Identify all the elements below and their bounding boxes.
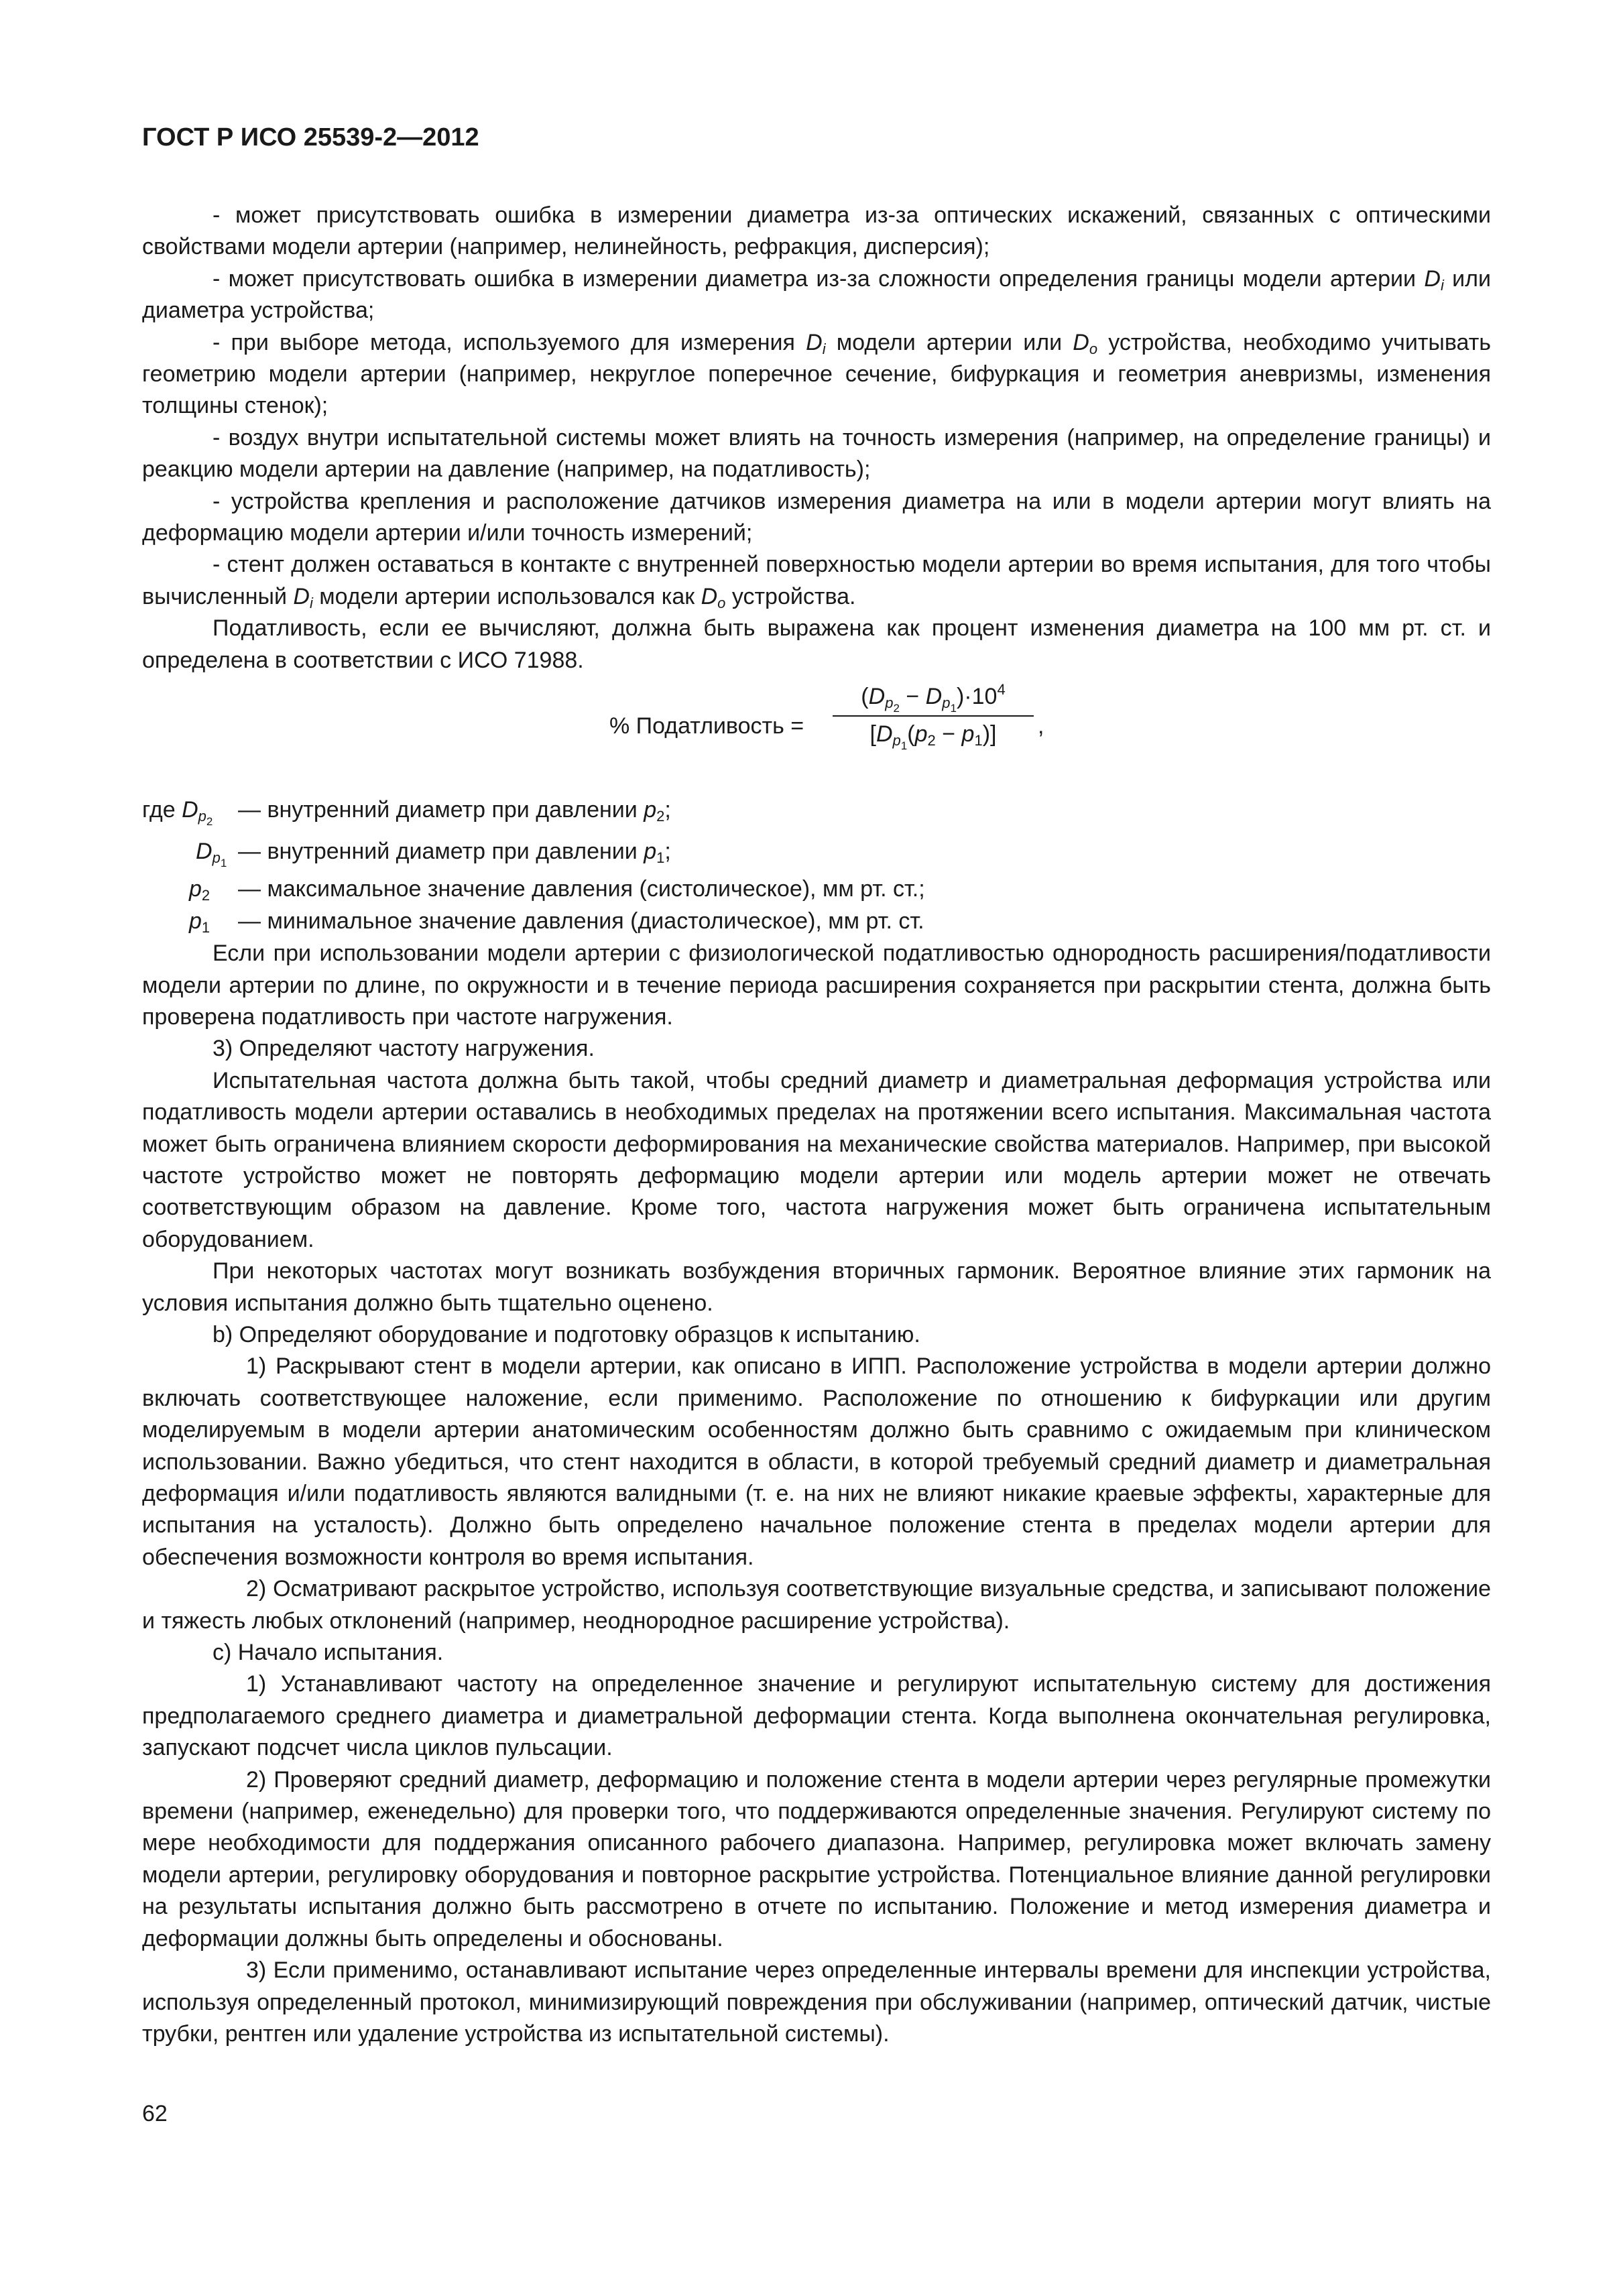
formula-definitions (142, 794, 1491, 938)
definition-row: $p_2$ — максимальное значение давления (систолическое), мм рт. ст.; (189, 876, 925, 904)
document-body (142, 200, 1491, 2050)
paragraph: 1) Устанавливают частоту на определенное значение и регулируют испытательную систему для достижения предполагаемого среднего диаметра и диаметральной деформации стента. Когда выполнена окончательная регулировка, запускают подсчет числа циклов пульсации. (142, 1671, 1491, 1761)
page-number: 62 (142, 2101, 168, 2126)
paragraph: - может присутствовать ошибка в измерении диаметра из-за оптических искажений, связанных с оптическими свойствами модели артерии (например, нелинейность, рефракция, дисперсия); (142, 202, 1491, 260)
paragraph: - устройства крепления и расположение датчиков измерения диаметра на или в модели артерии могут влиять на деформацию модели артерии и/или точность измерений; (142, 488, 1491, 546)
paragraph: - воздух внутри испытательной системы может влиять на точность измерения (например, на определение границы) и реакцию модели артерии на давление (например, на податливость); (142, 424, 1491, 483)
paragraph: Испытательная частота должна быть такой, чтобы средний диаметр и диаметральная деформация устройства или податливость модели артерии оставались в необходимых пределах на протяжении всего испытания. Максимальная частота может быть ограничена влиянием скорости деформирования на механические свойства материалов. Например, при высокой частоте устройство может не повторять деформацию модели артерии или модель артерии может не отвечать соответствующим образом на давление. Кроме того, частота нагружения может быть ограничена испытательным оборудованием. (142, 1067, 1491, 1252)
paragraph: Податливость, если ее вычисляют, должна быть выражена как процент изменения диаметра на 100 мм рт. ст. и определена в соответствии с ИСО 71988. (142, 615, 1491, 673)
formula-fraction (833, 679, 1034, 751)
paragraph: - стент должен оставаться в контакте с внутренней поверхностью модели артерии во время испытания, для того чтобы вычисленный $D_i$ модели артерии использовался как $D_o$ устройства. (142, 552, 1491, 611)
definition-row: $p_1$ — минимальное значение давления (диастолическое), мм рт. ст. (189, 908, 924, 936)
compliance-formula: % Податливость = $(D_{p_2} - D_{p_1})\cdot 10^4$ $[D_{p_1}(p_2 - p_1)]$ , (142, 676, 1491, 794)
paragraph: При некоторых частотах могут возникать возбуждения вторичных гармоник. Вероятное влияние этих гармоник на условия испытания должно быть тщательно оценено. (142, 1258, 1491, 1316)
paragraph: - при выборе метода, используемого для измерения $D_i$ модели артерии или $D_o$ устройства, необходимо учитывать геометрию модели артерии (например, некруглое поперечное сечение, бифуркация и геометрия аневризмы, изменения толщины стенок); (142, 329, 1491, 419)
paragraph: 2) Проверяют средний диаметр, деформацию и положение стента в модели артерии через регулярные промежутки времени (например, еженедельно) для проверки того, что поддерживаются определенные значения. Регулируют систему по мере необходимости для поддержания описанного рабочего диапазона. Например, регулировка может включать замену модели артерии, регулировку оборудования и повторное раскрытие устройства. Потенциальное влияние данной регулировки на результаты испытания должно быть рассмотрено в отчете по испытанию. Положение и метод измерения диаметра и деформации должны быть определены и обоснованы. (142, 1766, 1491, 1951)
paragraph: c) Начало испытания. (213, 1640, 444, 1666)
paragraph: b) Определяют оборудование и подготовку образцов к испытанию. (213, 1321, 920, 1347)
paragraph: Если при использовании модели артерии с физиологической податливостью однородность расширения/податливости модели артерии по длине, по окружности и в течение периода расширения сохраняется при раскрытии стента, должна быть проверена податливость при частоте нагружения. (142, 941, 1491, 1030)
paragraph: 1) Раскрывают стент в модели артерии, как описано в ИПП. Расположение устройства в модели артерии должно включать соответствующее наложение, если применимо. Расположение по отношению к бифуркации или другим моделируемым в модели артерии анатомическим особенностям должно быть сравнимо с ожидаемым при клиническом использовании. Важно убедиться, что стент находится в области, в которой требуемый средний диаметр и диаметральная деформация и/или податливость являются валидными (т. е. на них не влияют никакие краевые эффекты, характерные для испытания на усталость). Должно быть определено начальное положение стента в пределах модели артерии для обеспечения возможности контроля во время испытания. (142, 1353, 1491, 1570)
paragraph: - может присутствовать ошибка в измерении диаметра из-за сложности определения границы модели артерии $D_i$ или диаметра устройства; (142, 265, 1491, 324)
paragraph: 3) Определяют частоту нагружения. (213, 1036, 595, 1062)
document-code-header: ГОСТ Р ИСО 25539-2—2012 (142, 123, 479, 152)
paragraph: 3) Если применимо, останавливают испытание через определенные интервалы времени для инспекции устройства, используя определенный протокол, минимизирующий повреждения при обслуживании (например, оптический датчик, чистые трубки, рентген или удаление устройства из испытательной системы). (142, 1957, 1491, 2047)
formula-lhs: % Податливость = (609, 713, 804, 739)
paragraph: 2) Осматривают раскрытое устройство, используя соответствующие визуальные средства, и записывают положение и тяжесть любых отклонений (например, неоднородное расширение устройства). (142, 1576, 1491, 1634)
definition-row: где $D_{p_2}$ — внутренний диаметр при давлении $p_2$; (142, 797, 671, 829)
formula-numerator: $(D_{p_2} - D_{p_1})\cdot 10^4$ (861, 681, 1006, 715)
formula-denominator: $[D_{p_1}(p_2 - p_1)]$ (869, 721, 997, 753)
definition-row: $D_{p_1}$ — внутренний диаметр при давлении $p_1$; (196, 839, 671, 870)
